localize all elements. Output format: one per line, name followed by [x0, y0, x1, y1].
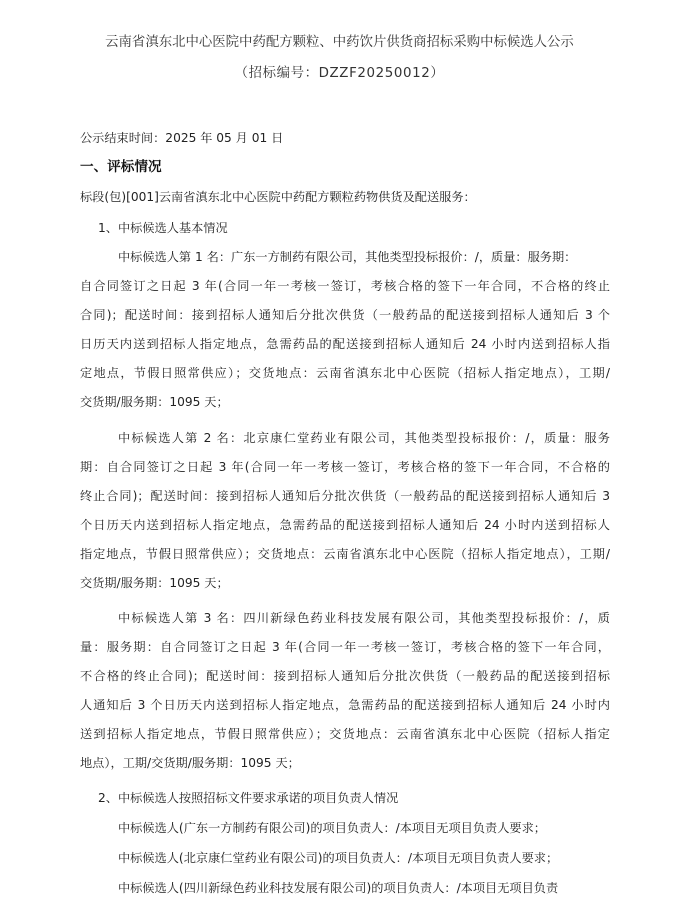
candidate-3-line: 人通知后 3 个日历天内送到招标人指定地点，急需药品的配送接到招标人通知后 24 小时内	[80, 698, 610, 712]
section-heading: 一、评标情况	[80, 159, 162, 175]
project-manager-line: 中标候选人(广东一方制药有限公司)的项目负责人：/本项目无项目负责人要求；	[118, 821, 546, 835]
candidate-3-line: 量：服务期：自合同签订之日起 3 年(合同一年一考核一签订，考核合格的签下一年合同，	[80, 640, 610, 654]
project-manager-line: 中标候选人(四川新绿色药业科技发展有限公司)的项目负责人：/本项目无项目负责	[118, 881, 559, 895]
subsection-heading: 1、中标候选人基本情况	[98, 221, 228, 235]
project-manager-line: 中标候选人(北京康仁堂药业有限公司)的项目负责人：/本项目无项目负责人要求；	[118, 851, 559, 865]
candidate-1-line: 日历天内送到招标人指定地点，急需药品的配送接到招标人通知后 24 小时内送到招标人指	[80, 337, 610, 351]
candidate-1-line: 合同)；配送时间：接到招标人通知后分批次供货（一般药品的配送接到招标人通知后 3 个	[80, 308, 610, 322]
candidate-3-line: 不合格的终止合同)；配送时间：接到招标人通知后分批次供货（一般药品的配送接到招标	[80, 669, 610, 683]
candidate-3-line: 地点），工期/交货期/服务期：1095 天；	[80, 756, 300, 770]
document-title: 云南省滇东北中心医院中药配方颗粒、中药饮片供货商招标采购中标候选人公示	[105, 35, 574, 50]
candidate-1-line: 自合同签订之日起 3 年(合同一年一考核一签订，考核合格的签下一年合同，不合格的终止	[80, 279, 610, 293]
candidate-3-line: 送到招标人指定地点，节假日照常供应）；交货地点：云南省滇东北中心医院（招标人指定	[80, 727, 610, 741]
candidate-2-line: 终止合同)；配送时间：接到招标人通知后分批次供货（一般药品的配送接到招标人通知后 3	[80, 489, 610, 503]
candidate-2-line: 中标候选人第 2 名：北京康仁堂药业有限公司，其他类型投标报价：/，质量：服务	[118, 431, 610, 445]
candidate-1-line: 定地点，节假日照常供应）；交货地点：云南省滇东北中心医院（招标人指定地点），工期/	[80, 366, 610, 380]
publicity-end-time: 公示结束时间：2025 年 05 月 01 日	[80, 131, 284, 145]
candidate-2-line: 交货期/服务期：1095 天；	[80, 576, 229, 590]
tender-number: （招标编号：DZZF20250012）	[234, 66, 445, 81]
candidate-1-line: 中标候选人第 1 名：广东一方制药有限公司，其他类型投标报价：/，质量：服务期：	[118, 250, 577, 264]
subsection-heading: 2、中标候选人按照招标文件要求承诺的项目负责人情况	[98, 791, 399, 805]
lot-description: 标段(包)[001]云南省滇东北中心医院中药配方颗粒药物供货及配送服务：	[80, 190, 476, 204]
candidate-2-line: 指定地点，节假日照常供应）；交货地点：云南省滇东北中心医院（招标人指定地点），工期/	[80, 547, 610, 561]
candidate-2-line: 个日历天内送到招标人指定地点，急需药品的配送接到招标人通知后 24 小时内送到招标人	[80, 518, 610, 532]
candidate-3-line: 中标候选人第 3 名：四川新绿色药业科技发展有限公司，其他类型投标报价：/，质	[118, 611, 610, 625]
candidate-1-line: 交货期/服务期：1095 天；	[80, 395, 229, 409]
candidate-2-line: 期：自合同签订之日起 3 年(合同一年一考核一签订，考核合格的签下一年合同，不合格的	[80, 460, 610, 474]
